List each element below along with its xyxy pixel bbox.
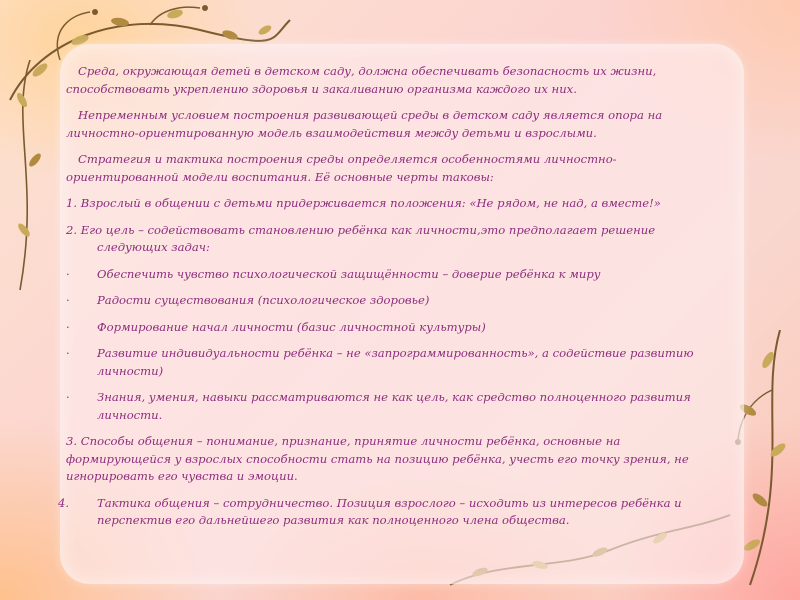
bullet-text: Обеспечить чувство психологической защищённости – доверие ребёнка к миру xyxy=(97,266,601,281)
bullet-text: Радости существования (психологическое здоровье) xyxy=(97,293,430,307)
bullet-mark: · xyxy=(66,266,70,281)
slide-text xyxy=(58,63,728,539)
bullet-item xyxy=(66,266,728,284)
bullet-item xyxy=(66,292,728,310)
intro-paragraph-1: Среда, окружающая детей в детском саду, должна обеспечивать безопасность их жизни, способствовать укреплению здоровья и закаливанию организма каждого их них. xyxy=(66,64,657,96)
bullet-mark: · xyxy=(66,390,70,404)
bullet-text: Знания, умения, навыки рассматриваются не как цель, как средство полноценного развития личности. xyxy=(97,390,691,422)
bullet-item xyxy=(66,389,728,424)
bullet-item xyxy=(66,345,728,380)
item-4-text: Тактика общения – сотрудничество. Позиция взрослого – исходить из интересов ребёнка и перспектив его дальнейшего развития как полноценного члена общества. xyxy=(97,495,682,527)
left-vine-ornament xyxy=(0,60,60,300)
bullet-mark: · xyxy=(66,346,70,360)
numbered-item-2: 2. Его цель – содействовать становлению ребёнка как личности,это предполагает решение следующих задач: xyxy=(66,222,656,254)
bullet-text: Развитие индивидуальности ребёнка – не «запрограммированность», а содействие развитию личности) xyxy=(97,346,694,378)
bullet-item xyxy=(66,319,728,337)
item-4-number: 4. xyxy=(58,495,70,510)
numbered-item-3: 3. Способы общения – понимание, признание, принятие личности ребёнка, основные на формирующейся у взрослых способности стать на позицию ребёнка, учесть его точку зрения, не игнорировать его чувства и эмоции. xyxy=(66,434,689,483)
intro-paragraph-2: Непременным условием построения развивающей среды в детском саду является опора на личностно-ориентированную модель взаимодействия между детьми и взрослыми. xyxy=(66,108,663,140)
bullet-mark: · xyxy=(66,319,70,334)
bullet-mark: · xyxy=(66,293,70,307)
numbered-item-4 xyxy=(58,495,728,530)
bullet-text: Формирование начал личности (базис личностной культуры) xyxy=(97,319,486,334)
numbered-item-1: 1. Взрослый в общении с детьми придерживается положения: «Не рядом, не над, а вместе!» xyxy=(66,196,661,210)
intro-paragraph-3: Стратегия и тактика построения среды определяется особенностями личностно-ориентированной модели воспитания. Её основные черты таковы: xyxy=(66,152,617,184)
